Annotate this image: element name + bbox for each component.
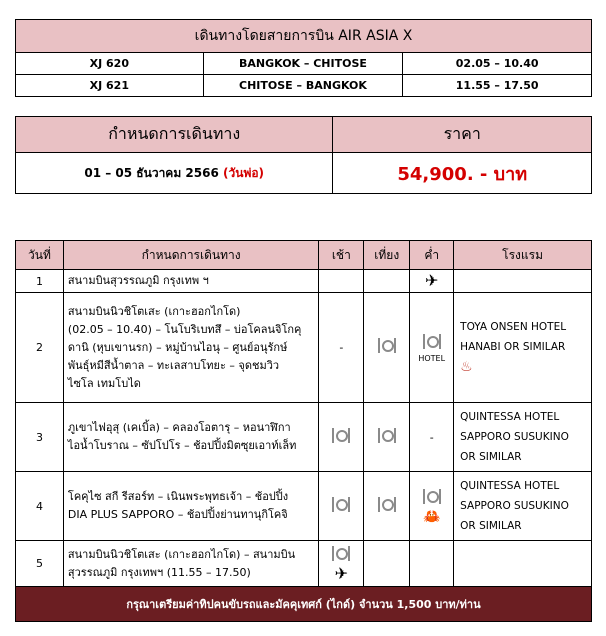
hotel-line: HANABI OR SIMILAR — [460, 341, 566, 353]
fathers-day-note: (วันพ่อ) — [223, 165, 265, 180]
plate-cutlery-icon — [423, 333, 441, 351]
schedule-header: กำหนดการเดินทาง — [16, 117, 333, 153]
plan-line: สนามบินนิวชิโตเสะ (เกาะฮอกไกโด) – สนามบิน — [67, 547, 296, 561]
lunch-cell — [364, 293, 410, 403]
day-number: 2 — [16, 293, 64, 403]
hotel-cell — [454, 270, 592, 293]
hotel-line: QUINTESSA HOTEL — [460, 411, 560, 423]
plan-line: ไซโล เทมโบได — [67, 376, 141, 390]
airplane-icon: ✈ — [424, 271, 439, 290]
price-table — [15, 116, 592, 194]
lunch-cell — [364, 541, 410, 587]
flight-table — [15, 19, 592, 97]
hotel-cell — [454, 293, 592, 403]
price-header: ราคา — [333, 117, 592, 153]
plate-cutlery-icon — [423, 488, 441, 506]
flight-time: 02.05 – 10.40 — [403, 53, 592, 75]
lunch-cell — [364, 403, 410, 472]
flight-code: XJ 621 — [16, 75, 204, 97]
flight-row — [16, 53, 592, 75]
table-row — [16, 472, 592, 541]
airplane-icon: ✈ — [334, 564, 349, 583]
dinner-cell — [410, 472, 454, 541]
day-plan — [63, 270, 318, 293]
plate-cutlery-icon — [378, 427, 396, 445]
hotel-line: OR SIMILAR — [460, 520, 522, 532]
day-number: 4 — [16, 472, 64, 541]
lunch-header: เที่ยง — [364, 241, 410, 270]
hot-spring-icon: ♨ — [460, 359, 473, 375]
day-plan — [63, 403, 318, 472]
plate-cutlery-icon — [378, 337, 396, 355]
plan-line: DIA PLUS SAPPORO – ช้อปปิ้งย่านทานุกิโคจิ — [67, 508, 288, 521]
table-row — [16, 270, 592, 293]
plate-cutlery-icon — [332, 545, 350, 563]
dinner-at-hotel-label: HOTEL — [418, 353, 446, 363]
plan-line: ดานิ (หุบเขานรก) – หมู่บ้านไอนุ – ศูนย์อนุรักษ์ — [67, 340, 288, 354]
plate-cutlery-icon — [332, 427, 350, 445]
hotel-line: QUINTESSA HOTEL — [460, 480, 560, 492]
dinner-cell — [410, 293, 454, 403]
table-row — [16, 293, 592, 403]
flight-row — [16, 75, 592, 97]
day-number: 5 — [16, 541, 64, 587]
plate-cutlery-icon — [332, 496, 350, 514]
hotel-line: SAPPORO SUSUKINO — [460, 431, 569, 443]
plan-line: สนามบินสุวรรณภูมิ กรุงเทพ ฯ — [67, 274, 209, 287]
tip-notice: กรุณาเตรียมค่าทิปคนขับรถและมัคคุเทศก์ (ไกด์) จำนวน 1,500 บาท/ท่าน — [16, 587, 592, 622]
travel-date-cell — [16, 153, 333, 194]
price-amount: 54,900. - บาท — [333, 153, 592, 194]
flight-route: BANGKOK – CHITOSE — [203, 53, 403, 75]
hotel-cell — [454, 472, 592, 541]
dinner-header: ค่ำ — [410, 241, 454, 270]
plate-cutlery-icon — [378, 496, 396, 514]
day-number: 1 — [16, 270, 64, 293]
dinner-cell: - — [410, 403, 454, 472]
plan-header: กำหนดการเดินทาง — [63, 241, 318, 270]
dinner-cell — [410, 541, 454, 587]
plan-line: สนามบินนิวชิโตเสะ (เกาะฮอกไกโด) — [67, 304, 241, 318]
hotel-cell — [454, 403, 592, 472]
plan-line: (02.05 – 10.40) – โนโบริเบทสึ – บ่อโคลนจิโกคุ — [67, 322, 302, 336]
breakfast-cell — [319, 472, 364, 541]
flight-time: 11.55 – 17.50 — [403, 75, 592, 97]
table-row — [16, 403, 592, 472]
table-row — [16, 541, 592, 587]
hotel-header: โรงแรม — [454, 241, 592, 270]
plan-line: ภูเขาไฟอุสุ (เคเบิ้ล) – คลองโอตารุ – หอนาฬิกา — [67, 421, 291, 434]
hotel-line: OR SIMILAR — [460, 451, 522, 463]
hotel-line: SAPPORO SUSUKINO — [460, 500, 569, 512]
plan-line: พันธุ์หมีสีน้ำตาล – ทะเลสาบโทยะ – จุดชมวิว — [67, 358, 280, 372]
lunch-cell — [364, 472, 410, 541]
plan-line: ไอน้ำโบราณ – ซัปโปโร – ช้อปปิ้งมิตซุยเอาท์เล็ท — [67, 439, 297, 452]
hotel-cell — [454, 541, 592, 587]
flight-title: เดินทางโดยสายการบิน AIR ASIA X — [16, 20, 592, 53]
day-header: วันที่ — [16, 241, 64, 270]
flight-route: CHITOSE – BANGKOK — [203, 75, 403, 97]
breakfast-cell — [319, 270, 364, 293]
dinner-cell — [410, 270, 454, 293]
breakfast-header: เช้า — [319, 241, 364, 270]
lunch-cell — [364, 270, 410, 293]
day-plan — [63, 472, 318, 541]
breakfast-cell: - — [319, 293, 364, 403]
breakfast-cell — [319, 541, 364, 587]
crab-icon: 🦀 — [422, 508, 441, 525]
travel-date: 01 – 05 ธันวาคม 2566 — [84, 165, 219, 180]
itinerary-table — [15, 240, 592, 622]
plan-line: สุวรรณภูมิ กรุงเทพฯ (11.55 – 17.50) — [67, 565, 251, 579]
hotel-line: TOYA ONSEN HOTEL — [460, 321, 567, 333]
flight-code: XJ 620 — [16, 53, 204, 75]
breakfast-cell — [319, 403, 364, 472]
day-plan — [63, 541, 318, 587]
plan-line: โคคุไซ สกี รีสอร์ท – เนินพระพุทธเจ้า – ช้อปปิ้ง — [67, 490, 289, 503]
day-plan — [63, 293, 318, 403]
day-number: 3 — [16, 403, 64, 472]
